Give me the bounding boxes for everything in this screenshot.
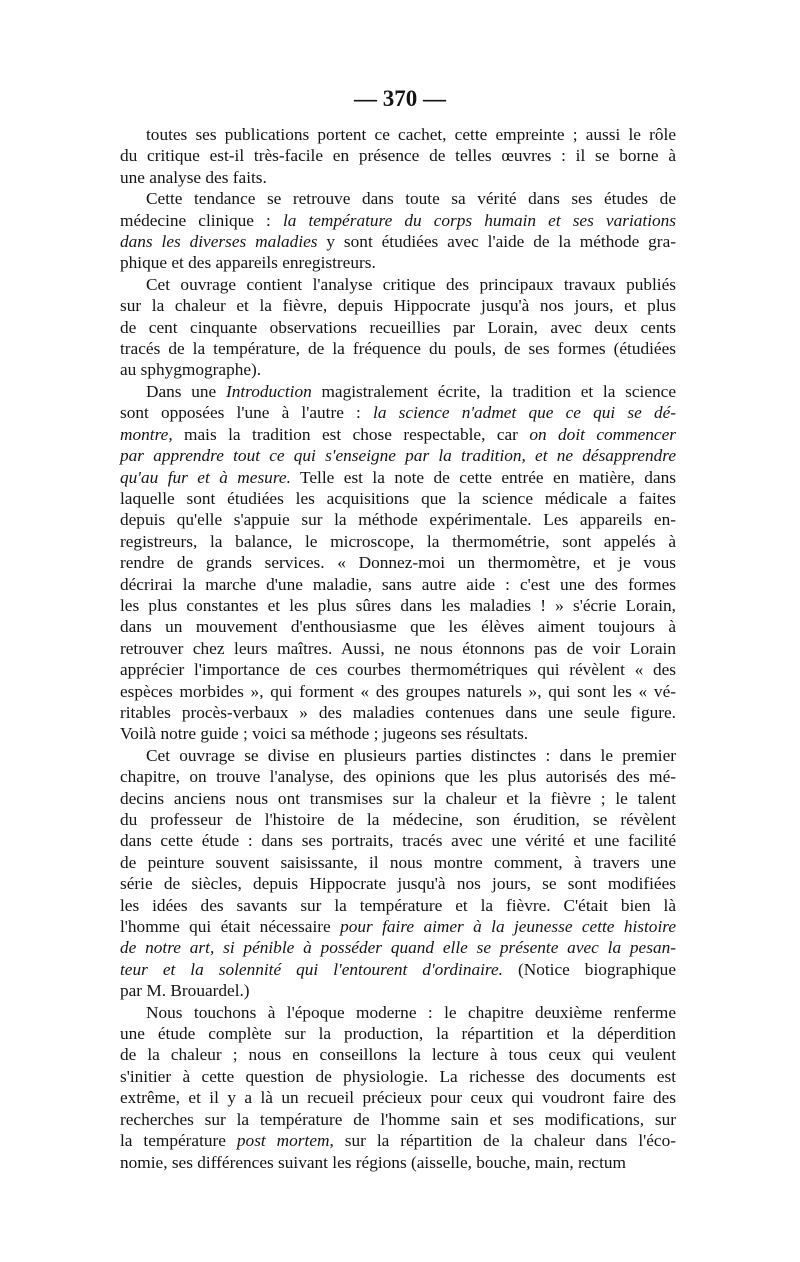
text-run: dans un mouvement d'enthousiasme que les élèves aiment toujours à <box>120 617 676 637</box>
text-line <box>120 445 676 466</box>
text-run: Telle est la note de cette entrée en matière, dans <box>290 467 676 487</box>
text-run: chapitre, on trouve l'analyse, des opinions que les plus autorisés des mé- <box>120 767 676 787</box>
paragraph <box>120 124 676 188</box>
text-line <box>120 124 676 145</box>
text-run: phique et des appareils enregistreurs. <box>120 253 376 273</box>
paragraph <box>120 274 676 381</box>
italic-run: montre, <box>120 424 173 444</box>
text-run: extrême, et il y a là un recueil précieux pour ceux qui voudront faire des <box>120 1088 676 1108</box>
text-run: tracés de la température, de la fréquence du pouls, de ses formes (étudiées <box>120 339 676 359</box>
text-line <box>120 381 676 402</box>
paragraph <box>120 188 676 274</box>
text-run: magistralement écrite, la tradition et la science <box>311 381 677 401</box>
text-run: les idées des savants sur la température et la fièvre. C'était bien là <box>120 895 676 915</box>
text-run: s'initier à cette question de physiologie. La richesse des documents est <box>120 1066 676 1086</box>
text-line <box>120 1109 676 1130</box>
text-line <box>120 488 676 509</box>
text-run: une analyse des faits. <box>120 167 267 187</box>
italic-run: Introduction <box>225 381 312 401</box>
text-run: Nous touchons à l'époque moderne : le chapitre deuxième renferme <box>146 1002 676 1022</box>
text-run: au sphygmographe). <box>120 360 262 380</box>
text-run: décrirai la marche d'une maladie, sans autre aide : c'est une des formes <box>120 574 676 594</box>
italic-run: teur et la solennité qui l'entourent d'ordinaire. <box>120 959 503 979</box>
italic-run: dans les diverses maladies <box>120 232 318 252</box>
text-run: Dans une <box>146 381 226 401</box>
text-run: depuis qu'elle s'appuie sur la méthode expérimentale. Les appareils en- <box>120 510 676 530</box>
text-line <box>120 210 676 231</box>
text-run: de peinture souvent saisissante, il nous montre comment, à travers une <box>120 852 676 872</box>
italic-run: pour faire aimer à la jeunesse cette histoire <box>340 917 677 937</box>
text-line <box>120 959 676 980</box>
text-line <box>120 552 676 573</box>
italic-run: la science n'admet que ce qui se dé- <box>373 403 677 423</box>
paragraph <box>120 381 676 745</box>
text-run: par M. Brouardel.) <box>120 981 250 1001</box>
text-line <box>120 723 676 744</box>
text-run: rendre de grands services. « Donnez-moi un thermomètre, et je vous <box>120 553 676 573</box>
text-line <box>120 788 676 809</box>
text-line <box>120 509 676 530</box>
italic-run: par apprendre tout ce qui s'enseigne par la tradition, et ne désapprendre <box>120 446 676 466</box>
text-run: ritables procès-verbaux » des maladies contenues dans une seule figure. <box>120 702 676 722</box>
text-line <box>120 980 676 1001</box>
page-number: — 370 — <box>354 86 446 111</box>
text-line <box>120 295 676 316</box>
text-run: Voilà notre guide ; voici sa méthode ; jugeons ses résultats. <box>120 724 529 744</box>
text-line <box>120 745 676 766</box>
text-line <box>120 916 676 937</box>
text-run: y sont étudiées avec l'aide de la méthode gra- <box>317 232 676 252</box>
text-line <box>120 595 676 616</box>
text-run: recherches sur la température de l'homme sain et ses modifications, sur <box>120 1109 676 1129</box>
paragraph <box>120 1002 676 1173</box>
text-line <box>120 766 676 787</box>
text-line <box>120 638 676 659</box>
text-line <box>120 1152 676 1173</box>
text-line <box>120 359 676 380</box>
text-run: les plus constantes et les plus sûres dans les maladies ! » s'écrie Lorain, <box>120 595 676 615</box>
text-run: l'homme qui était nécessaire <box>120 917 341 937</box>
text-line <box>120 231 676 252</box>
text-line <box>120 167 676 188</box>
text-line <box>120 1087 676 1108</box>
text-line <box>120 616 676 637</box>
text-line <box>120 1130 676 1151</box>
text-run: médecine clinique : <box>120 210 283 230</box>
text-run: du critique est-il très-facile en présence de telles œuvres : il se borne à <box>120 146 676 166</box>
body-text <box>120 124 676 1173</box>
text-run: dans cette étude : dans ses portraits, tracés avec une vérité et une facilité <box>120 831 676 851</box>
text-line <box>120 1066 676 1087</box>
text-line <box>120 531 676 552</box>
italic-run: de notre art, si pénible à posséder quand elle se présente avec la pesan- <box>120 938 676 958</box>
text-run: laquelle sont étudiées les acquisitions que la science médicale a faites <box>120 488 676 508</box>
text-line <box>120 317 676 338</box>
text-line <box>120 338 676 359</box>
text-line <box>120 809 676 830</box>
text-run: sont opposées l'une à l'autre : <box>120 403 374 423</box>
text-line <box>120 574 676 595</box>
text-line <box>120 274 676 295</box>
text-run: Cet ouvrage contient l'analyse critique des principaux travaux publiés <box>146 274 676 294</box>
text-run: toutes ses publications portent ce cachet, cette empreinte ; aussi le rôle <box>146 125 676 144</box>
text-line <box>120 873 676 894</box>
text-run: série de siècles, depuis Hippocrate jusqu'à nos jours, se sont modifiées <box>120 874 676 894</box>
text-run: decins anciens nous ont transmises sur la chaleur et la fièvre ; le talent <box>120 788 676 808</box>
text-run: , sur la répartition de la chaleur dans l'éco- <box>329 1131 676 1151</box>
text-line <box>120 895 676 916</box>
text-line <box>120 1044 676 1065</box>
text-line <box>120 467 676 488</box>
text-line <box>120 402 676 423</box>
text-run: de la chaleur ; nous en conseillons la lecture à tous ceux qui veulent <box>120 1045 676 1065</box>
italic-run: la température du corps humain et ses variations <box>282 210 676 230</box>
text-run: la température <box>120 1131 237 1151</box>
text-line <box>120 681 676 702</box>
text-run: Cette tendance se retrouve dans toute sa vérité dans ses études de <box>146 189 676 209</box>
text-run: retrouver chez leurs maîtres. Aussi, ne nous étonnons pas de voir Lorain <box>120 638 676 658</box>
text-run: une étude complète sur la production, la répartition et la déperdition <box>120 1024 676 1044</box>
text-run: du professeur de l'histoire de la médecine, son érudition, se révèlent <box>120 810 676 829</box>
italic-run: on doit commencer <box>529 424 676 444</box>
text-run: Cet ouvrage se divise en plusieurs parties distinctes : dans le premier <box>146 745 676 765</box>
text-line <box>120 937 676 958</box>
text-run: registreurs, la balance, le microscope, la thermométrie, sont appelés à <box>120 531 676 551</box>
text-line <box>120 252 676 273</box>
italic-run: qu'au fur et à mesure. <box>120 467 291 487</box>
text-line <box>120 659 676 680</box>
text-line <box>120 424 676 445</box>
text-run: mais la tradition est chose respectable, car <box>172 424 530 444</box>
italic-run: post mortem <box>236 1131 330 1151</box>
text-line <box>120 1023 676 1044</box>
text-run: (Notice biographique <box>502 959 676 979</box>
text-line <box>120 852 676 873</box>
text-run: de cent cinquante observations recueillies par Lorain, avec deux cents <box>120 317 676 337</box>
text-run: espèces morbides », qui forment « des groupes naturels », qui sont les « vé- <box>120 681 676 701</box>
paragraph <box>120 745 676 1002</box>
text-run: sur la chaleur et la fièvre, depuis Hippocrate jusqu'à nos jours, et plus <box>120 296 676 316</box>
text-line <box>120 702 676 723</box>
text-line <box>120 188 676 209</box>
text-line <box>120 145 676 166</box>
text-line <box>120 1002 676 1023</box>
text-line <box>120 830 676 851</box>
text-run: apprécier l'importance de ces courbes thermométriques qui révèlent « des <box>120 660 676 680</box>
text-run: nomie, ses différences suivant les régions (aisselle, bouche, main, rectum <box>120 1152 626 1172</box>
